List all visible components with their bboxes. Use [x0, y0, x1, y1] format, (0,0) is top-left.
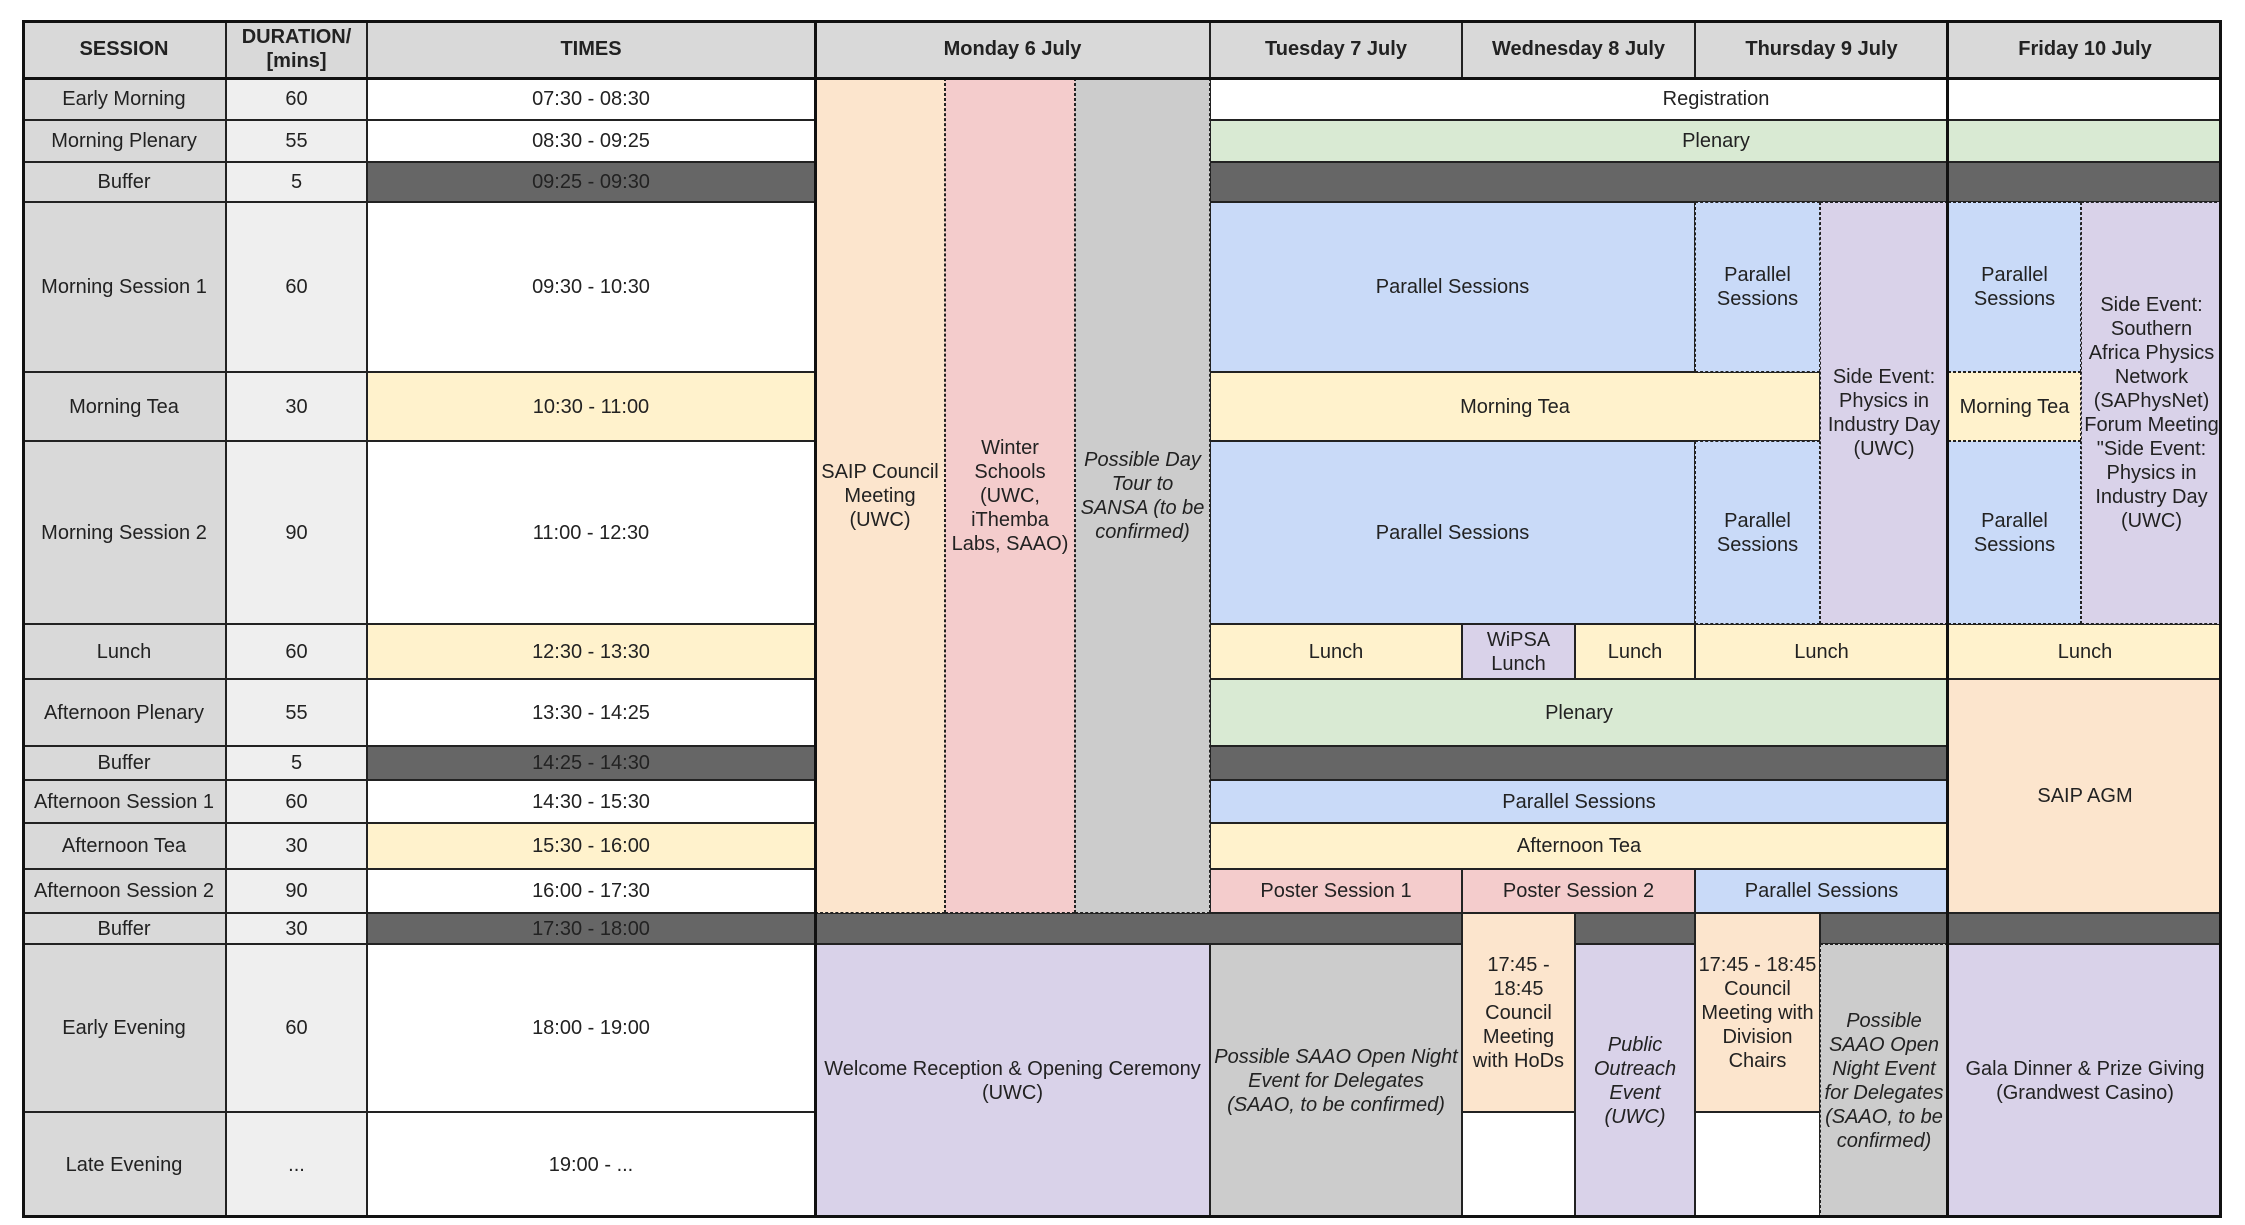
session-label: Buffer — [22, 746, 226, 780]
time-cell: 18:00 - 19:00 — [367, 944, 815, 1112]
event-saip-agm: SAIP AGM — [1948, 679, 2222, 913]
event-parallel-sessions: Parallel Sessions — [1695, 202, 1820, 372]
duration-cell: 55 — [226, 679, 367, 746]
event-day-tour-sansa: Possible Day Tour to SANSA (to be confirmed) — [1075, 78, 1210, 913]
conference-schedule-table — [22, 20, 2222, 1218]
header-day-thursday: Thursday 9 July — [1695, 20, 1948, 78]
event-council-meeting-division-chairs: 17:45 - 18:45 Council Meeting with Division Chairs — [1695, 913, 1820, 1112]
duration-cell: 5 — [226, 746, 367, 780]
time-cell-buffer: 17:30 - 18:00 — [367, 913, 815, 944]
time-cell-tea: 10:30 - 11:00 — [367, 372, 815, 441]
duration-cell: 60 — [226, 202, 367, 372]
session-label: Early Morning — [22, 78, 226, 120]
event-parallel-sessions: Parallel Sessions — [1948, 441, 2081, 624]
empty-cell — [1462, 1112, 1575, 1218]
event-lunch: Lunch — [1575, 624, 1695, 679]
duration-cell: 55 — [226, 120, 367, 162]
event-lunch: Lunch — [1210, 624, 1462, 679]
event-saip-council-meeting: SAIP Council Meeting (UWC) — [815, 78, 945, 913]
duration-cell: ... — [226, 1112, 367, 1218]
event-lunch: Lunch — [1695, 624, 1948, 679]
header-duration: DURATION/ [mins] — [226, 20, 367, 78]
event-parallel-sessions: Parallel Sessions — [1695, 441, 1820, 624]
event-saao-open-night: Possible SAAO Open Night Event for Delegates (SAAO, to be confirmed) — [1210, 944, 1462, 1218]
event-poster-session-2: Poster Session 2 — [1462, 869, 1695, 913]
buffer-block — [1575, 913, 1695, 944]
buffer-block — [815, 913, 1462, 944]
event-plenary-morning: Plenary — [1210, 120, 2222, 162]
session-label: Morning Plenary — [22, 120, 226, 162]
event-morning-tea: Morning Tea — [1948, 372, 2081, 441]
session-label: Morning Session 1 — [22, 202, 226, 372]
empty-cell — [1695, 1112, 1820, 1218]
duration-cell: 60 — [226, 78, 367, 120]
time-cell: 09:30 - 10:30 — [367, 202, 815, 372]
session-label: Afternoon Plenary — [22, 679, 226, 746]
event-council-meeting-hods: 17:45 - 18:45 Council Meeting with HoDs — [1462, 913, 1575, 1112]
duration-cell: 30 — [226, 913, 367, 944]
event-parallel-sessions: Parallel Sessions — [1948, 202, 2081, 372]
time-cell-tea: 15:30 - 16:00 — [367, 823, 815, 869]
event-welcome-reception: Welcome Reception & Opening Ceremony (UWC) — [815, 944, 1210, 1218]
header-day-wednesday: Wednesday 8 July — [1462, 20, 1695, 78]
session-label: Afternoon Session 2 — [22, 869, 226, 913]
event-lunch: Lunch — [1948, 624, 2222, 679]
event-afternoon-tea: Afternoon Tea — [1210, 823, 1948, 869]
session-label: Morning Tea — [22, 372, 226, 441]
event-plenary-afternoon: Plenary — [1210, 679, 1948, 746]
buffer-block — [1820, 913, 2222, 944]
session-label: Morning Session 2 — [22, 441, 226, 624]
session-label: Buffer — [22, 162, 226, 202]
event-registration: Registration — [1210, 78, 2222, 120]
time-cell: 14:30 - 15:30 — [367, 780, 815, 823]
time-cell: 19:00 - ... — [367, 1112, 815, 1218]
session-label: Lunch — [22, 624, 226, 679]
duration-cell: 30 — [226, 372, 367, 441]
event-winter-schools: Winter Schools (UWC, iThemba Labs, SAAO) — [945, 78, 1075, 913]
duration-cell: 30 — [226, 823, 367, 869]
session-label: Buffer — [22, 913, 226, 944]
header-day-friday: Friday 10 July — [1948, 20, 2222, 78]
duration-cell: 60 — [226, 780, 367, 823]
time-cell: 13:30 - 14:25 — [367, 679, 815, 746]
duration-cell: 60 — [226, 624, 367, 679]
session-label: Afternoon Tea — [22, 823, 226, 869]
header-times: TIMES — [367, 20, 815, 78]
event-poster-session-1: Poster Session 1 — [1210, 869, 1462, 913]
buffer-block — [1210, 746, 1948, 780]
time-cell: 11:00 - 12:30 — [367, 441, 815, 624]
event-saao-open-night: Possible SAAO Open Night Event for Delegates (SAAO, to be confirmed) — [1820, 944, 1948, 1218]
event-gala-dinner: Gala Dinner & Prize Giving (Grandwest Casino) — [1948, 944, 2222, 1218]
time-cell-buffer: 09:25 - 09:30 — [367, 162, 815, 202]
duration-cell: 60 — [226, 944, 367, 1112]
event-physics-industry-day: Side Event: Physics in Industry Day (UWC) — [1820, 202, 1948, 624]
event-parallel-sessions: Parallel Sessions — [1210, 441, 1695, 624]
event-parallel-sessions: Parallel Sessions — [1695, 869, 1948, 913]
duration-cell: 90 — [226, 441, 367, 624]
time-cell-buffer: 14:25 - 14:30 — [367, 746, 815, 780]
session-label: Afternoon Session 1 — [22, 780, 226, 823]
event-saphysnet-forum: Side Event: Southern Africa Physics Network (SAPhysNet) Forum Meeting "Side Event: Physics in Industry Day (UWC) — [2081, 202, 2222, 624]
session-label: Late Evening — [22, 1112, 226, 1218]
session-label: Early Evening — [22, 944, 226, 1112]
event-parallel-sessions: Parallel Sessions — [1210, 780, 1948, 823]
header-day-tuesday: Tuesday 7 July — [1210, 20, 1462, 78]
time-cell: 16:00 - 17:30 — [367, 869, 815, 913]
time-cell-lunch: 12:30 - 13:30 — [367, 624, 815, 679]
header-day-monday: Monday 6 July — [815, 20, 1210, 78]
time-cell: 08:30 - 09:25 — [367, 120, 815, 162]
event-public-outreach: Public Outreach Event (UWC) — [1575, 944, 1695, 1218]
time-cell: 07:30 - 08:30 — [367, 78, 815, 120]
duration-cell: 90 — [226, 869, 367, 913]
event-parallel-sessions: Parallel Sessions — [1210, 202, 1695, 372]
event-morning-tea: Morning Tea — [1210, 372, 1820, 441]
header-session: SESSION — [22, 20, 226, 78]
duration-cell: 5 — [226, 162, 367, 202]
event-wipsa-lunch: WiPSA Lunch — [1462, 624, 1575, 679]
buffer-block — [1210, 162, 2222, 202]
